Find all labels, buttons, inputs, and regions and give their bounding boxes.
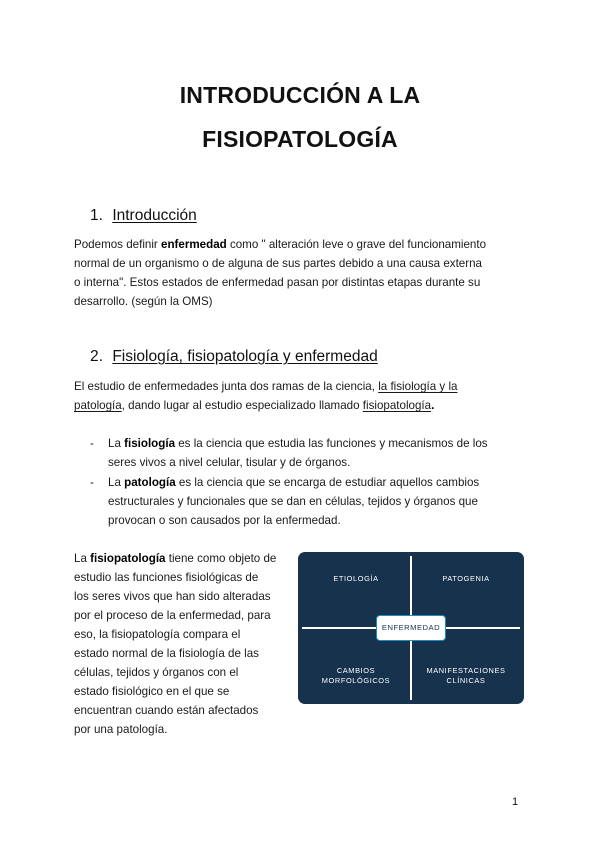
section-2-number: 2. [90,348,103,365]
diagram-manifestaciones-clinicas [414,666,518,686]
diagram-center-enfermedad: ENFERMEDAD [376,615,446,641]
text-run: El estudio de enfermedades junta dos ramas de la ciencia, [74,380,379,393]
link-fisiologia-patologia: la fisiología y la [378,380,458,393]
text-run: La [108,476,125,489]
bullet-line [108,434,536,453]
fisiopatologia-paragraph [74,549,294,739]
section-2-heading-text: Fisiología, fisiopatología y enfermedad [112,348,378,365]
section-1-line-1 [74,235,534,254]
bullet-fisiologia [90,434,538,474]
bullet-dash: - [90,437,94,450]
bullet-line: provocan o son causados por la enfermedad. [108,514,341,527]
section-2-intro-line-1 [74,377,534,396]
text-run: como " alteración leve o grave del funcionamiento [226,238,487,251]
text-run: Podemos definir [74,238,161,251]
section-1-heading-text: Introducción [112,207,197,224]
link-fisiopatologia: fisiopatología [362,399,432,412]
text-run: es la ciencia que estudia las funciones y mecanismos de los [175,437,488,450]
section-1-line-2: normal de un organismo o de alguna de sus partes debido a una causa externa [74,257,482,270]
document-title-line-1: INTRODUCCIÓN A LA [179,82,421,108]
bullet-patologia [90,473,538,533]
body-line: por una patología. [74,723,168,736]
diagram-label-line: MORFOLÓGICOS [321,676,391,685]
section-1-number: 1. [90,207,103,224]
text-run: , dando lugar al estudio especializado llamado [121,399,363,412]
body-line-1 [74,549,294,568]
term-enfermedad: enfermedad [161,238,227,251]
diagram-etiologia: ETIOLOGÍA [333,574,379,583]
body-line: eso, la fisiopatología compara el [74,628,241,641]
section-2-intro [74,377,534,415]
diagram-label-line: CLÍNICAS [446,676,486,685]
body-line: estado fisiológico en el que se [74,685,230,698]
term-patologia: patología [124,476,176,489]
bullet-fisiologia-text [108,434,536,472]
text-run: La [108,437,125,450]
section-2-heading [90,347,378,367]
enfermedad-diagram [298,552,524,704]
diagram-label-line: CAMBIOS [336,666,376,675]
section-1-heading [90,206,197,226]
term-fisiopatologia: fisiopatología [90,552,166,565]
body-line: encuentran cuando están afectados [74,704,259,717]
body-line: estudio las funciones fisiológicas de [74,571,259,584]
document-title-line-2: FISIOPATOLOGÍA [202,126,398,152]
bullet-line: seres vivos a nivel celular, tisular y de órganos. [108,456,351,469]
section-2-intro-line-2 [74,396,534,415]
term-fisiologia: fisiología [124,437,176,450]
body-line: los seres vivos que han sido alteradas [74,590,271,603]
bullet-dash: - [90,476,94,489]
page-number: 1 [512,796,519,808]
diagram-patogenia: PATOGENIA [442,574,490,583]
text-run: es la ciencia que se encarga de estudiar aquellos cambios [175,476,480,489]
section-1-paragraph [74,235,534,311]
section-1-line-4: desarrollo. (según la OMS) [74,295,213,308]
diagram-label-line: MANIFESTACIONES [426,666,506,675]
body-line: por el proceso de la enfermedad, para [74,609,271,622]
diagram-cambios-morfologicos [304,666,408,686]
text-run: La [74,552,91,565]
body-line: estado normal de la fisiología de las [74,647,259,660]
body-line: células, tejidos y órganos con el [74,666,239,679]
section-1-line-3: o interna". Estos estados de enfermedad pasan por distintas etapas durante su [74,276,481,289]
bullet-line [108,473,536,492]
bullet-patologia-text [108,473,536,530]
text-run: tiene como objeto de [168,552,277,565]
bullet-line: estructurales y funcionales que se dan en células, tejidos y órganos que [108,495,478,508]
link-patologia: patología [74,399,122,412]
text-run: . [431,399,435,412]
